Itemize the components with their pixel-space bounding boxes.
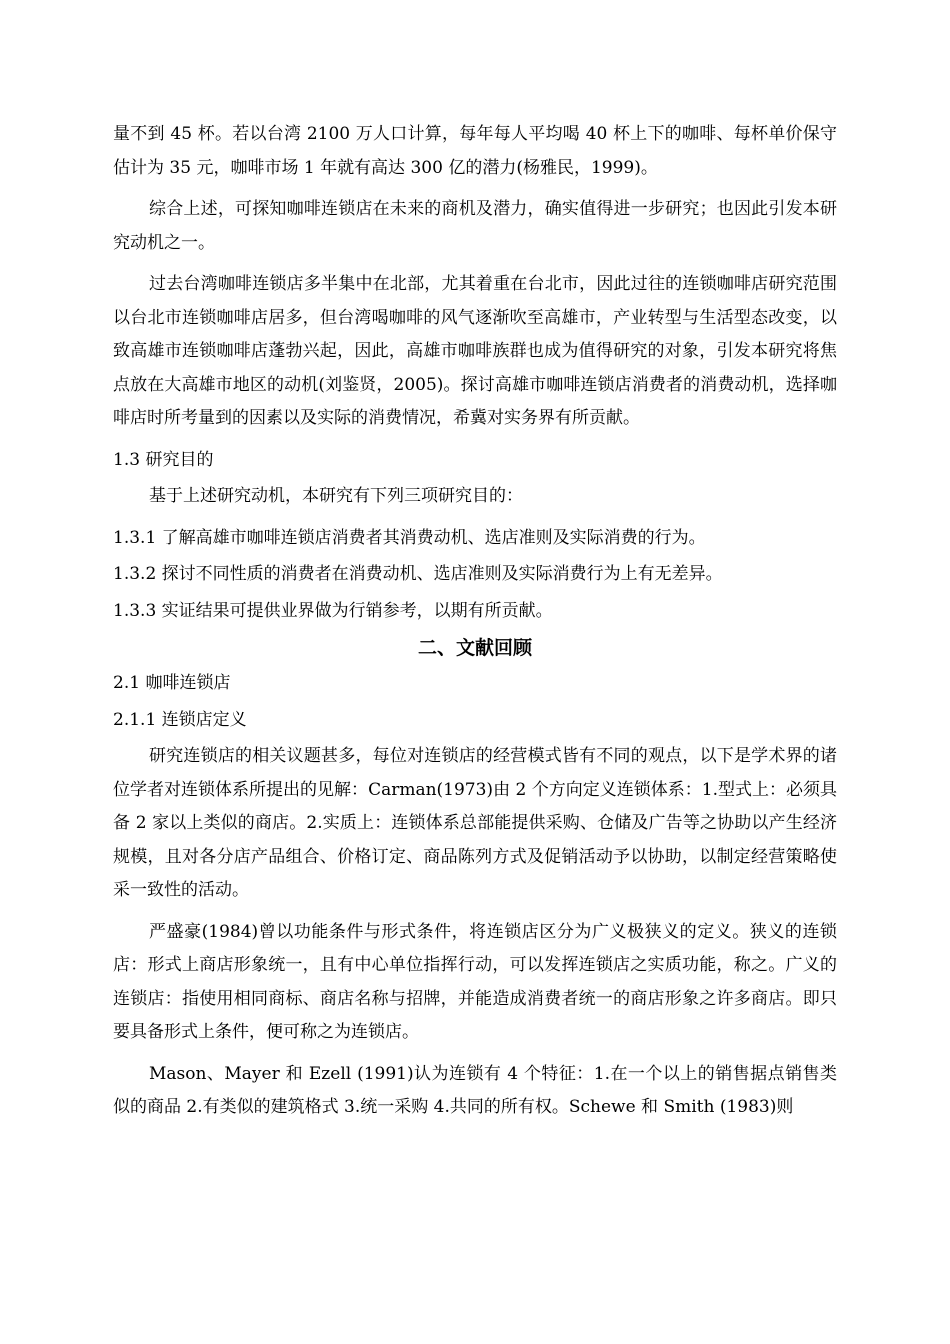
- paragraph-chain-definition-carman: 研究连锁店的相关议题甚多，每位对连锁店的经营模式皆有不同的观点，以下是学术界的诸位学者对连锁体系所提出的见解：Carman(1973)由 2 个方向定义连锁体系：1.型式上：必须具备 2 家以上类似的商店。2.实质上：连锁体系总部能提供采购、仓储及广告等之协助以产生经济规模，且对各分店产品组合、价格订定、商品陈列方式及促销活动予以协助，以制定经营策略使采一致性的活动。: [113, 746, 837, 900]
- heading-1-3: 1.3 研究目的: [113, 449, 214, 470]
- paragraph-kaohsiung-motivation: 过去台湾咖啡连锁店多半集中在北部，尤其着重在台北市，因此过往的连锁咖啡店研究范围以台北市连锁咖啡店居多，但台湾喝咖啡的风气逐渐吹至高雄市，产业转型与生活型态改变，以致高雄市连锁咖啡店蓬勃兴起，因此，高雄市咖啡族群也成为值得研究的对象，引发本研究将焦点放在大高雄市地区的动机(刘鉴贤，2005)。探讨高雄市咖啡连锁店消费者的消费动机，选择咖啡店时所考量到的因素以及实际的消费情况，希冀对实务界有所贡献。: [113, 274, 837, 428]
- document-page: [113, 118, 837, 1133]
- objective-1-3-2: 1.3.2 探讨不同性质的消费者在消费动机、选店准则及实际消费行为上有无差异。: [113, 564, 723, 584]
- objective-1-3-1: 1.3.1 了解高雄市咖啡连锁店消费者其消费动机、选店准则及实际消费的行为。: [113, 527, 706, 548]
- paragraph-chain-definition-yan: 严盛豪(1984)曾以功能条件与形式条件，将连锁店区分为广义极狭义的定义。狭义的连锁店：形式上商店形象统一，且有中心单位指挥行动，可以发挥连锁店之实质功能，称之。广义的连锁店：指使用相同商标、商店名称与招牌，并能造成消费者统一的商店形象之许多商店。即只要具备形式上条件，便可称之为连锁店。: [113, 921, 837, 1042]
- section-title-literature-review: 二、文献回顾: [417, 637, 532, 659]
- paragraph-summary: 综合上述，可探知咖啡连锁店在未来的商机及潜力，确实值得进一步研究；也因此引发本研究动机之一。: [113, 199, 837, 253]
- paragraph-chain-definition-mason: Mason、Mayer 和 Ezell (1991)认为连锁有 4 个特征：1.在一个以上的销售据点销售类似的商品 2.有类似的建筑格式 3.统一采购 4.共同的所有权。Schewe 和 Smith (1983)则: [113, 1063, 837, 1117]
- paragraph-objectives-intro: 基于上述研究动机，本研究有下列三项研究目的：: [149, 486, 523, 506]
- heading-2-1: 2.1 咖啡连锁店: [113, 673, 231, 693]
- heading-2-1-1: 2.1.1 连锁店定义: [113, 709, 247, 730]
- paragraph-coffee-market: 量不到 45 杯。若以台湾 2100 万人口计算，每年每人平均喝 40 杯上下的咖啡、每杯单价保守估计为 35 元，咖啡市场 1 年就有高达 300 亿的潜力(杨雅民，1999)。: [113, 124, 837, 178]
- objective-1-3-3: 1.3.3 实证结果可提供业界做为行销参考，以期有所贡献。: [113, 600, 553, 621]
